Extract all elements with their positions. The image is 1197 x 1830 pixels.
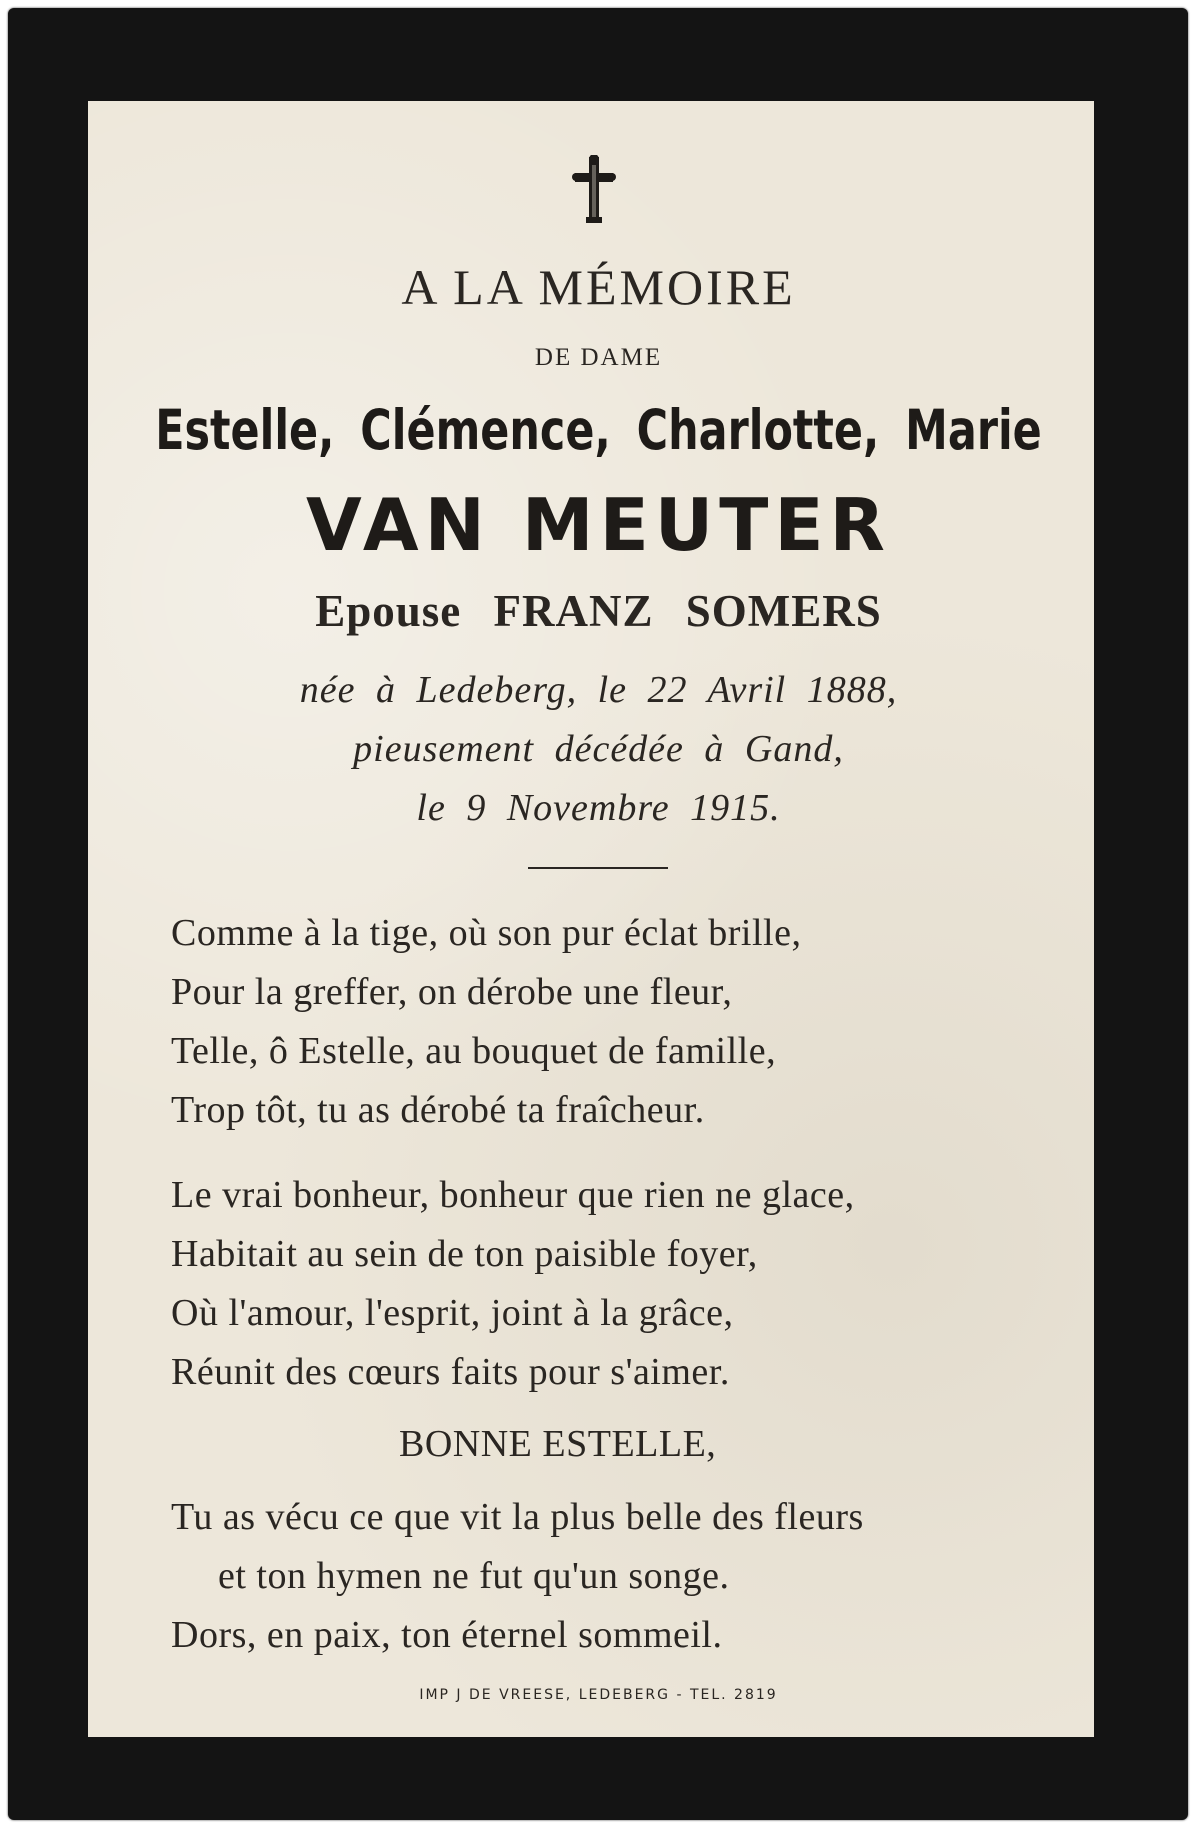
closing-line: Tu as vécu ce que vit la plus belle des fleurs	[171, 1496, 864, 1538]
birth-line: née à Ledeberg, le 22 Avril 1888,	[299, 669, 898, 711]
verse-line: Trop tôt, tu as dérobé ta fraîcheur.	[171, 1089, 705, 1131]
verse-line: Le vrai bonheur, bonheur que rien ne glace,	[171, 1174, 855, 1216]
address-line: BONNE ESTELLE,	[399, 1423, 717, 1465]
verse-line: Où l'amour, l'esprit, joint à la grâce,	[171, 1292, 734, 1334]
divider-rule	[528, 867, 668, 869]
closing-line: et ton hymen ne fut qu'un songe.	[218, 1555, 730, 1597]
de-dame-label: DE DAME	[534, 344, 663, 371]
verse-line: Habitait au sein de ton paisible foyer,	[171, 1233, 758, 1275]
given-names: Estelle, Clémence, Charlotte, Marie	[155, 398, 1042, 462]
verse-line: Telle, ô Estelle, au bouquet de famille,	[171, 1030, 777, 1072]
surname: VAN MEUTER	[306, 483, 891, 567]
spouse-line: Epouse FRANZ SOMERS	[315, 586, 882, 636]
printer-imprint: IMP J DE VREESE, LEDEBERG - TEL. 2819	[419, 1687, 778, 1703]
verse-line: Comme à la tige, où son pur éclat brille,	[171, 912, 802, 954]
closing-line: Dors, en paix, ton éternel sommeil.	[171, 1614, 723, 1656]
death-place-line: pieusement décédée à Gand,	[353, 728, 844, 770]
memorial-heading: A LA MÉMOIRE	[401, 259, 796, 315]
ornate-cross-icon	[572, 155, 616, 227]
death-date-line: le 9 Novembre 1915.	[416, 787, 781, 829]
verse-line: Pour la greffer, on dérobe une fleur,	[171, 971, 733, 1013]
verse-line: Réunit des cœurs faits pour s'aimer.	[171, 1351, 730, 1393]
